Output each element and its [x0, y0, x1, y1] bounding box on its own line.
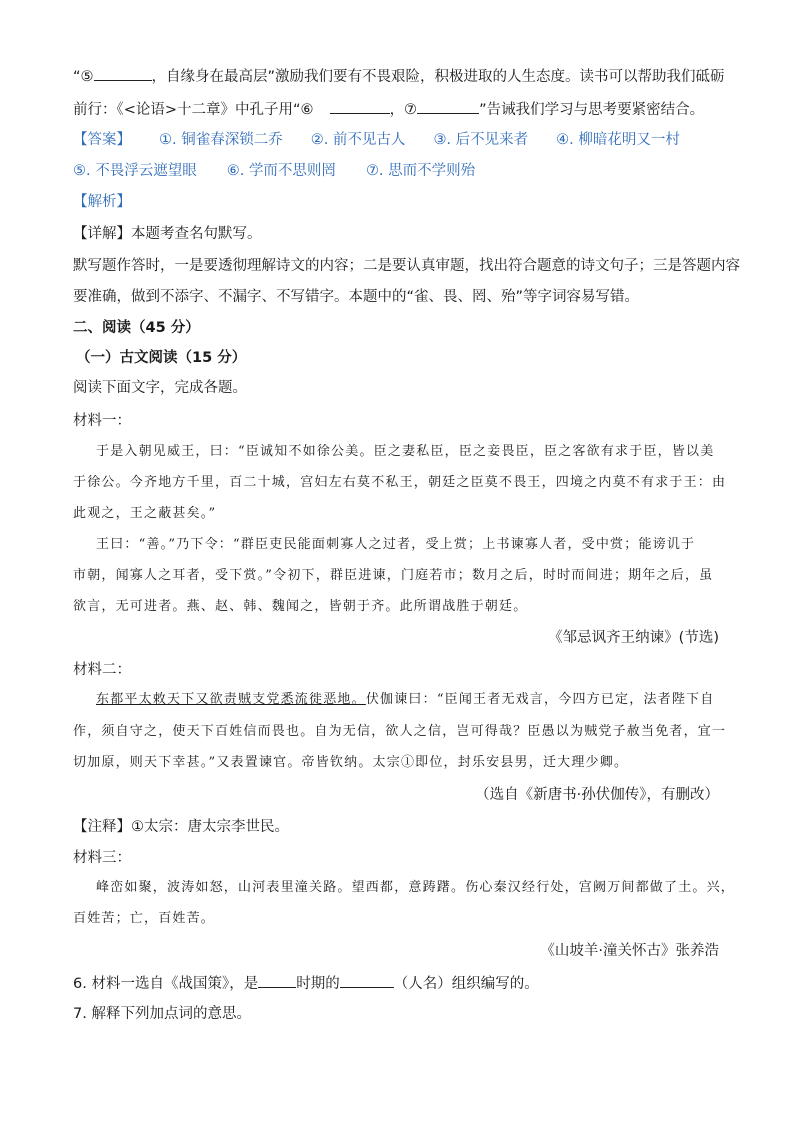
answer-item-3: ③. 后不见来者: [433, 132, 529, 148]
material2-source: （选自《新唐书·孙伏伽传》，有删改）: [475, 787, 719, 803]
material3-line2: 百姓苦；亡，百姓苦。: [73, 911, 216, 926]
answer-line1: [73, 130, 680, 150]
q6-text-c: （人名）组织编写的。: [393, 976, 539, 992]
material2-line1-rest: 伏伽谏曰：“臣闻王者无戏言，今四方已定，法者陛下自: [365, 692, 715, 707]
q6-blank-period: [258, 973, 296, 988]
material1-line: 此观之，王之蔽甚矣。”: [73, 506, 217, 521]
detail-line: [73, 224, 262, 244]
material1-line: 欲言，无可进者。燕、赵、韩、魏闻之，皆朝于齐。此所谓战胜于朝廷。: [73, 599, 528, 614]
q5-line1-text: ，自缘身在最高层”激励我们要有不畏艰险，积极进取的人生态度。读书可以帮助我们砥砺: [151, 69, 725, 85]
material1-line: 市朝，闻寡人之耳者，受下赏。”令初下，群臣进谏，门庭若市；数月之后，时时而间进；期年之后，虽: [73, 568, 714, 583]
q6-text-a: 6. 材料一选自《战国策》，是: [73, 976, 259, 992]
q5-line2-text-c: ”告诫我们学习与思考要紧密结合。: [479, 102, 705, 118]
answer-item-7: ⑦. 思而不学则殆: [365, 163, 476, 179]
q5-line2-text-a: 前行：《<论语>十二章》中孔子用“⑥: [73, 102, 314, 118]
answer-item-2: ②. 前不见古人: [310, 132, 406, 148]
q5-line2: [73, 99, 704, 120]
answer-item-1: ①. 铜雀春深锁二乔: [159, 132, 283, 148]
material1-line: 于徐公。今齐地方千里，百二十城，宫妇左右莫不私王，朝廷之臣莫不畏王，四境之内莫不有求于王：由: [73, 475, 727, 490]
answer-blank-6: [330, 99, 390, 114]
material1-label: 材料一：: [73, 413, 131, 429]
section-instruction: 阅读下面文字，完成各题。: [73, 380, 247, 396]
answer-label: 【答案】: [73, 132, 131, 148]
material3-line1: 峰峦如聚，波涛如怒，山河表里潼关路。望西都，意踌躇。伤心秦汉经行处，宫阙万间都做了土。兴，: [96, 880, 736, 895]
analysis-para-line1: 默写题作答时，一是要透彻理解诗文的内容；二是要认真审题，找出符合题意的诗文句子；三是答题内容: [73, 258, 740, 274]
material2-line1: [96, 690, 714, 710]
answer-item-6: ⑥. 学而不思则罔: [226, 163, 336, 179]
material3-source: 《山坡羊·潼关怀古》张养浩: [540, 943, 719, 959]
material1-line: 于是入朝见威王，曰：“臣诚知不如徐公美。臣之妻私臣，臣之妾畏臣，臣之客欲有求于臣，皆以美: [96, 444, 715, 459]
section-title: 二、阅读（45 分）: [73, 320, 200, 336]
q5-prefix: “⑤: [73, 69, 94, 85]
material2-label: 材料二：: [73, 662, 131, 678]
detail-label: 【详解】: [73, 226, 131, 242]
analysis-para-line2: 要准确，做到不添字、不漏字、不写错字。本题中的“雀、畏、罔、殆”等字词容易写错。: [73, 289, 640, 305]
q6-blank-person: [340, 973, 394, 988]
note-label: 【注释】: [73, 819, 131, 835]
note-text: ①太宗：唐太宗李世民。: [131, 819, 289, 835]
material2-line: 作，须自守之，使天下百姓信而畏也。自为无信，欲人之信，岂可得哉？臣愚以为贼党子赦当免者，宜一: [73, 724, 727, 739]
q6-text-b: 时期的: [296, 976, 340, 992]
material2-line: 切加原，则天下幸甚。”又表置谏官。帝皆钦纳。太宗①即位，封乐安县男，迁大理少卿。: [73, 755, 629, 770]
subsection-title: （一）古文阅读（15 分）: [76, 350, 247, 366]
answer-item-4: ④. 柳暗花明又一村: [556, 132, 680, 148]
question-6: [73, 973, 539, 994]
answer-line2: [73, 161, 475, 181]
material1-source: 《邹忌讽齐王纳谏》(节选): [548, 630, 719, 646]
note-line: [73, 817, 289, 837]
q5-line2-text-b: ，⑦: [389, 102, 418, 118]
material1-line: 王曰：“善。”乃下令：“群臣吏民能面刺寡人之过者，受上赏；上书谏寡人者，受中赏；能谤讥于: [96, 537, 696, 552]
material3-label: 材料三：: [73, 850, 131, 866]
answer-blank-5: [94, 66, 152, 81]
question-7: 7. 解释下列加点词的意思。: [73, 1006, 251, 1022]
answer-blank-7: [417, 99, 479, 114]
q5-line1: [73, 66, 725, 87]
analysis-label: 【解析】: [73, 194, 131, 210]
material2-underlined-sentence: 东都平太敕天下又欲责贼支党悉流徙恶地。: [96, 692, 366, 707]
detail-text: 本题考查名句默写。: [131, 226, 262, 242]
answer-item-5: ⑤. 不畏浮云遮望眼: [73, 163, 197, 179]
